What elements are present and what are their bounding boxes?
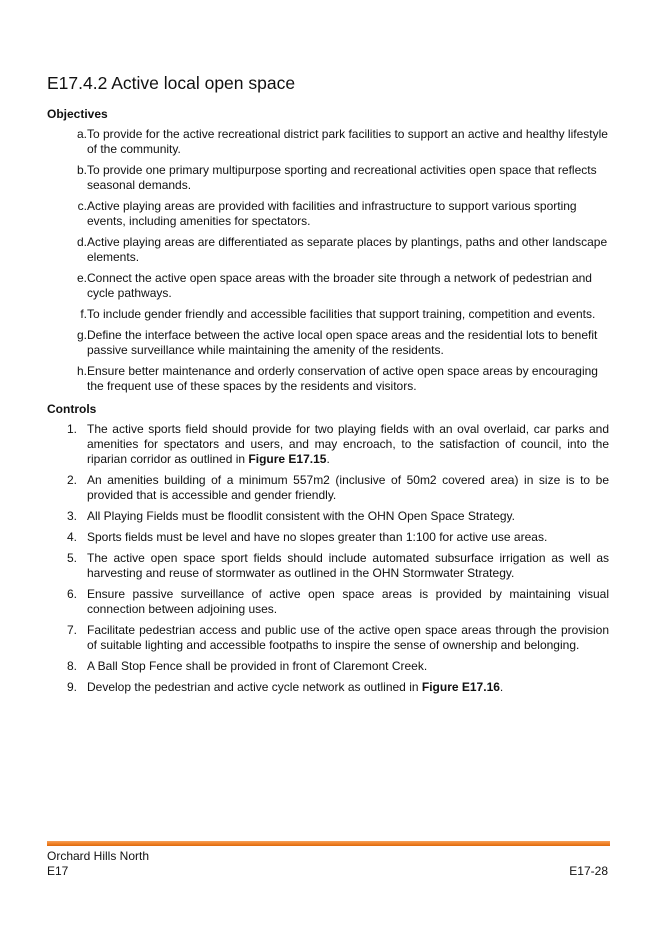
footer-chapter: E17 xyxy=(47,864,69,878)
list-item-text: Define the interface between the active local open space areas and the residential lots to benefit passive surveillance while maintaining the amenity of the residents. xyxy=(87,328,598,357)
list-item xyxy=(47,680,609,695)
list-item-text: Sports fields must be level and have no slopes greater than 1:100 for active use areas. xyxy=(87,530,548,544)
list-item xyxy=(47,307,609,322)
figure-reference: Figure E17.16 xyxy=(421,680,500,694)
list-item-text: Develop the pedestrian and active cycle network as outlined in Figure E17.16. xyxy=(87,680,504,694)
list-item-text: Active playing areas are provided with facilities and infrastructure to support various sporting events, including amenities for spectators. xyxy=(87,199,577,228)
list-item-text: Connect the active open space areas with the broader site through a network of pedestrian and cycle pathways. xyxy=(87,271,592,300)
list-item-text: Ensure passive surveillance of active open space areas is provided by maintaining visual connection between adjoining uses. xyxy=(87,587,609,616)
footer-rule xyxy=(47,841,610,846)
list-marker: 4. xyxy=(66,530,77,544)
list-item xyxy=(47,127,609,157)
list-marker: 2. xyxy=(66,473,77,487)
objectives-list xyxy=(47,127,609,394)
list-marker: 7. xyxy=(66,623,77,637)
list-item xyxy=(47,199,609,229)
list-marker: e. xyxy=(76,271,87,285)
list-marker: f. xyxy=(80,307,87,321)
list-item-text: Active playing areas are differentiated as separate places by plantings, paths and other landscape elements. xyxy=(87,235,608,264)
list-item-text: To provide one primary multipurpose sporting and recreational activities open space that reflects seasonal demands. xyxy=(87,163,597,192)
list-item xyxy=(47,509,609,524)
list-marker: b. xyxy=(76,163,87,177)
list-item xyxy=(47,530,609,545)
list-item-text: Facilitate pedestrian access and public use of the active open space areas through the provision of suitable lighting and accessible footpaths to inspire the sense of ownership and belonging. xyxy=(87,623,609,652)
list-item xyxy=(47,473,609,503)
list-item-text: To provide for the active recreational district park facilities to support an active and healthy lifestyle of the community. xyxy=(87,127,608,156)
list-item xyxy=(47,235,609,265)
list-marker: 9. xyxy=(66,680,77,694)
list-marker: a. xyxy=(76,127,87,141)
list-marker: 1. xyxy=(66,422,77,436)
list-marker: d. xyxy=(76,235,87,249)
figure-reference: Figure E17.15 xyxy=(248,452,327,466)
controls-heading: Controls xyxy=(47,402,97,416)
list-item-text: A Ball Stop Fence shall be provided in front of Claremont Creek. xyxy=(87,659,428,673)
list-item xyxy=(47,587,609,617)
list-item-text: The active open space sport fields should include automated subsurface irrigation as well as harvesting and reuse of stormwater as outlined in the OHN Stormwater Strategy. xyxy=(87,551,609,580)
list-item xyxy=(47,623,609,653)
list-item-text: Ensure better maintenance and orderly conservation of active open space areas by encouraging the frequent use of these spaces by the residents and visitors. xyxy=(87,364,598,393)
list-item-text: To include gender friendly and accessible facilities that support training, competition and events. xyxy=(87,307,596,321)
list-marker: c. xyxy=(77,199,87,213)
footer-document-name: Orchard Hills North xyxy=(47,849,150,863)
objectives-heading: Objectives xyxy=(47,107,108,121)
list-item-text: All Playing Fields must be floodlit consistent with the OHN Open Space Strategy. xyxy=(87,509,515,523)
list-marker: g. xyxy=(76,328,87,342)
list-marker: 8. xyxy=(66,659,77,673)
list-item-text: The active sports field should provide for two playing fields with an oval overlaid, car parks and amenities for spectators and users, and may encroach, to the satisfaction of council, into the riparian corridor as outlined in Figure E17.15. xyxy=(87,422,609,466)
list-marker: 5. xyxy=(66,551,77,565)
list-item xyxy=(47,659,609,674)
list-marker: 6. xyxy=(66,587,77,601)
list-item xyxy=(47,551,609,581)
list-item xyxy=(47,364,609,394)
list-item xyxy=(47,422,609,467)
list-item xyxy=(47,328,609,358)
list-item xyxy=(47,271,609,301)
list-marker: 3. xyxy=(66,509,77,523)
section-title: E17.4.2 Active local open space xyxy=(47,73,296,93)
list-item-text: An amenities building of a minimum 557m2 (inclusive of 50m2 covered area) in size is to be provided that is accessible and gender friendly. xyxy=(87,473,609,502)
footer-page-number: E17-28 xyxy=(569,864,608,878)
controls-list xyxy=(47,422,609,695)
list-item xyxy=(47,163,609,193)
list-marker: h. xyxy=(76,364,87,378)
